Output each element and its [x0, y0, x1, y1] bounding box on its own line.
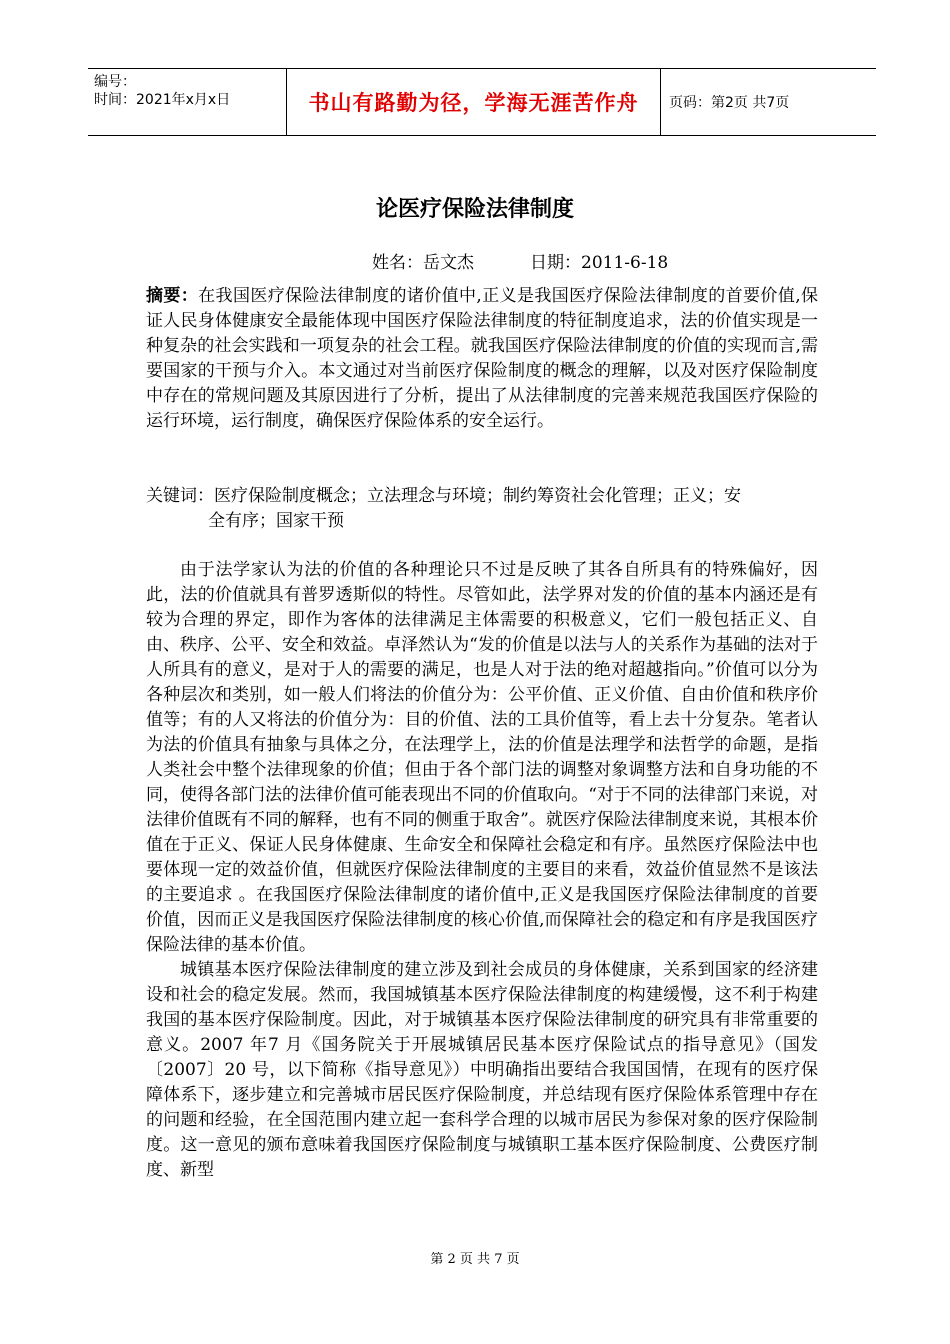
abstract [146, 284, 818, 434]
body-paragraph-2: 城镇基本医疗保险法律制度的建立涉及到社会成员的身体健康，关系到国家的经济建设和社会的稳定发展。然而，我国城镇基本医疗保险法律制度的构建缓慢，这不利于构建我国的基本医疗保险制度。因此，对于城镇基本医疗保险法律制度的研究具有非常重要的意义。2007 年7 月《国务院关于开展城镇居民基本医疗保险试点的指导意见》（国发〔2007〕20 号，以下简称《指导意见》）中明确指出要结合我国国情，在现有的医疗保障体系下，逐步建立和完善城市居民医疗保险制度，并总结现有医疗保险体系管理中存在的问题和经验，在全国范围内建立起一套科学合理的以城市居民为参保对象的医疗保险制度。这一意见的颁布意味着我国医疗保险制度与城镇职工基本医疗保险制度、公费医疗制度、新型 [146, 960, 818, 1180]
header-meta [88, 69, 287, 135]
body-paragraph-1: 由于法学家认为法的价值的各种理论只不过是反映了其各自所具有的特殊偏好，因此，法的价值就具有普罗透斯似的特性。尽管如此，法学界对发的价值的基本内涵还是有较为合理的界定，即作为客体的法律满足主体需要的积极意义，它们一般包括正义、自由、秩序、公平、安全和效益。卓泽然认为“发的价值是以法与人的关系作为基础的法对于人所具有的意义，是对于人的需要的满足，也是人对于法的绝对超越指向。”价值可以分为各种层次和类别，如一般人们将法的价值分为：公平价值、正义价值、自由价值和秩序价值等；有的人又将法的价值分为：目的价值、法的工具价值等，看上去十分复杂。笔者认为法的价值具有抽象与具体之分，在法理学上，法的价值是法理学和法哲学的命题，是指人类社会中整个法律现象的价值；但由于各个部门法的调整对象调整方法和自身功能的不同，使得各部门法的法律价值可能表现出不同的价值取向。“对于不同的法律部门来说，对法律价值既有不同的解释，也有不同的侧重于取舍”。就医疗保险法律制度来说，其根本价值在于正义、保证人民身体健康、生命安全和保障社会稳定和有序。虽然医疗保险法中也要体现一定的效益价值，但就医疗保险法律制度的主要目的来看，效益价值显然不是该法的主要追求 。在我国医疗保险法律制度的诸价值中,正义是我国医疗保险法律制度的首要价值，因而正义是我国医疗保险法律制度的核心价值,而保障社会的稳定和有序是我国医疗保险法律的基本价值。 [146, 560, 818, 955]
document-title: 论医疗保险法律制度 [375, 197, 574, 222]
keywords [146, 484, 818, 534]
author-name: 姓名：岳文杰 [372, 253, 474, 273]
header-page-info: 页码：第2页 共7页 [669, 95, 790, 111]
document-header [88, 68, 876, 136]
number-label: 编号： [94, 74, 136, 90]
body-text [146, 558, 818, 1183]
keywords-line-2: 全有序；国家干预 [208, 511, 344, 531]
header-motto: 书山有路勤为径，学海无涯苦作舟 [287, 69, 661, 135]
document-date: 日期：2011-6-18 [530, 253, 669, 273]
keywords-line-1: 关键词：医疗保险制度概念；立法理念与环境；制约筹资社会化管理；正义；安 [146, 486, 741, 506]
abstract-text: 在我国医疗保险法律制度的诸价值中,正义是我国医疗保险法律制度的首要价值,保证人民身体健康安全最能体现中国医疗保险法律制度的特征制度追求，法的价值实现是一种复杂的社会实践和一项复杂的社会工程。就我国医疗保险法律制度的价值的实现而言,需要国家的干预与介入。本文通过对当前医疗保险制度的概念的理解，以及对医疗保险制度中存在的常规问题及其原因进行了分析，提出了从法律制度的完善来规范我国医疗保险的运行环境，运行制度，确保医疗保险体系的安全运行。 [146, 286, 818, 431]
time-label: 时间：2021年x月x日 [94, 92, 231, 108]
page-footer: 第 2 页 共 7 页 [430, 1252, 520, 1267]
abstract-label: 摘要： [146, 286, 199, 306]
